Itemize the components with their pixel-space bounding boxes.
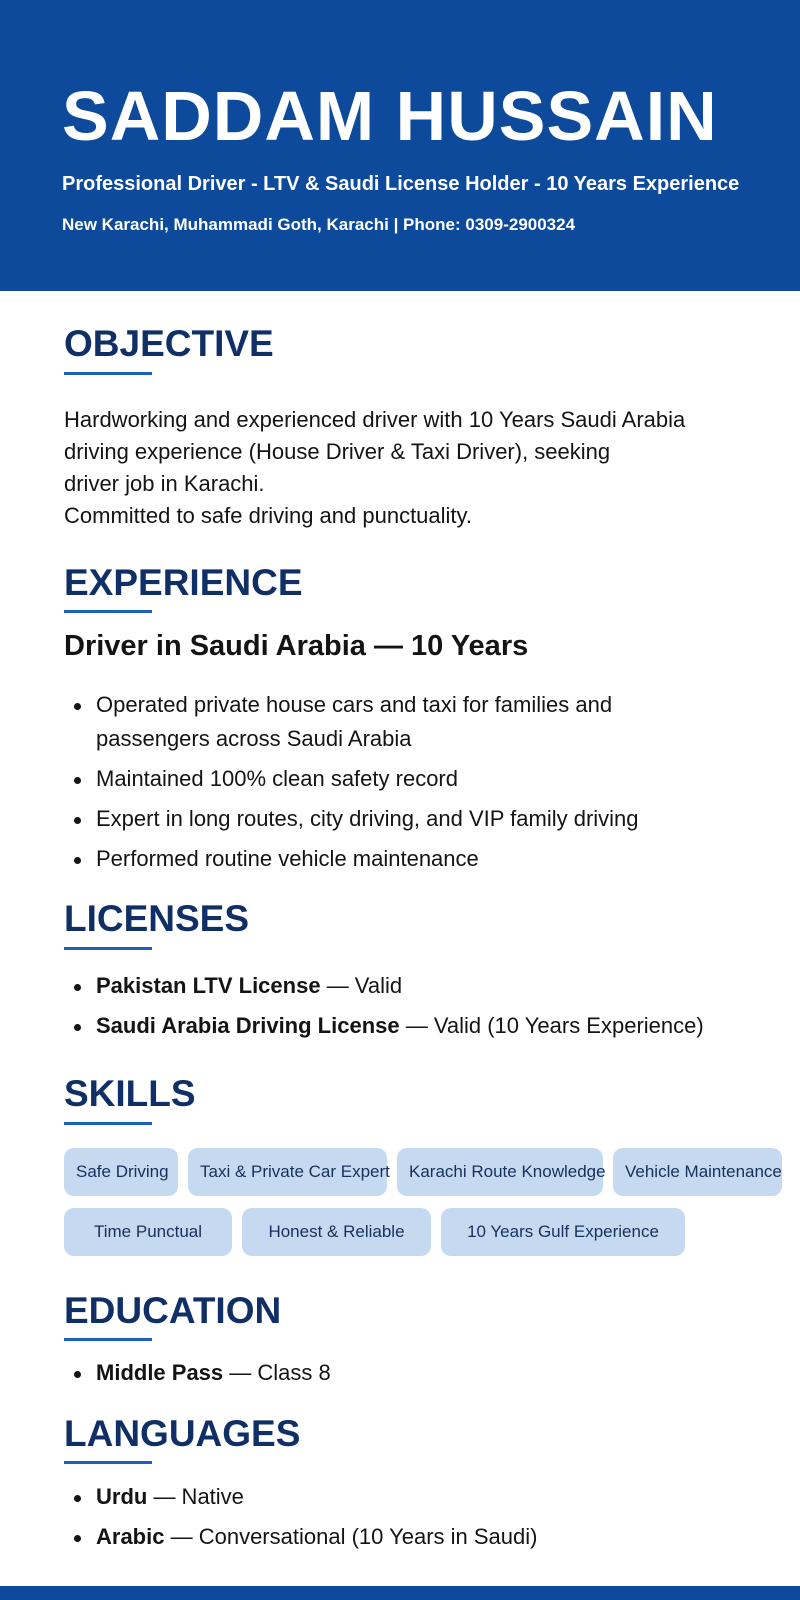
resume-header [0,0,800,291]
license-item: Pakistan LTV License — Valid [64,969,704,1003]
objective-line: Committed to safe driving and punctuality. [64,503,473,528]
licenses-list [64,969,704,1049]
experience-underline [64,610,152,613]
skill-chip: Taxi & Private Car Expert [188,1148,387,1196]
objective-underline [64,372,152,375]
candidate-name: SADDAM HUSSAIN [62,77,718,155]
education-underline [64,1338,152,1341]
languages-heading: LANGUAGES [64,1413,301,1454]
objective-text [64,404,685,532]
license-item: Saudi Arabia Driving License — Valid (10 Years Experience) [64,1009,704,1043]
licenses-underline [64,947,152,950]
objective-line: driver job in Karachi. [64,471,265,496]
experience-list [64,688,639,882]
experience-heading: EXPERIENCE [64,562,303,603]
language-item: Arabic — Conversational (10 Years in Saudi) [64,1520,537,1554]
objective-line: driving experience (House Driver & Taxi Driver), seeking [64,439,611,464]
experience-item: Maintained 100% clean safety record [64,762,639,796]
skill-chip: 10 Years Gulf Experience [441,1208,685,1256]
job-title: Driver in Saudi Arabia — 10 Years [64,630,529,662]
skill-chip: Vehicle Maintenance [613,1148,782,1196]
languages-underline [64,1461,152,1464]
skills-underline [64,1122,152,1125]
skills-row-1 [64,1148,782,1196]
skill-chip: Honest & Reliable [242,1208,431,1256]
language-item: Urdu — Native [64,1480,537,1514]
skill-chip: Safe Driving [64,1148,178,1196]
education-heading: EDUCATION [64,1290,282,1331]
education-list [64,1356,331,1396]
skills-heading: SKILLS [64,1073,196,1114]
education-item: Middle Pass — Class 8 [64,1356,331,1390]
objective-line: Hardworking and experienced driver with 10 Years Saudi Arabia [64,407,686,432]
objective-heading: OBJECTIVE [64,323,274,364]
experience-item: Performed routine vehicle maintenance [64,842,639,876]
skills-row-2 [64,1208,685,1256]
footer-bar [0,1586,800,1600]
candidate-tagline: Professional Driver - LTV & Saudi License Holder - 10 Years Experience [62,173,740,195]
skill-chip: Karachi Route Knowledge [397,1148,603,1196]
experience-item: Operated private house cars and taxi for families and passengers across Saudi Arabia [64,688,639,756]
contact-info: New Karachi, Muhammadi Goth, Karachi | Phone: 0309-2900324 [62,215,576,234]
licenses-heading: LICENSES [64,898,250,939]
experience-item: Expert in long routes, city driving, and VIP family driving [64,802,639,836]
skill-chip: Time Punctual [64,1208,232,1256]
languages-list [64,1480,537,1560]
